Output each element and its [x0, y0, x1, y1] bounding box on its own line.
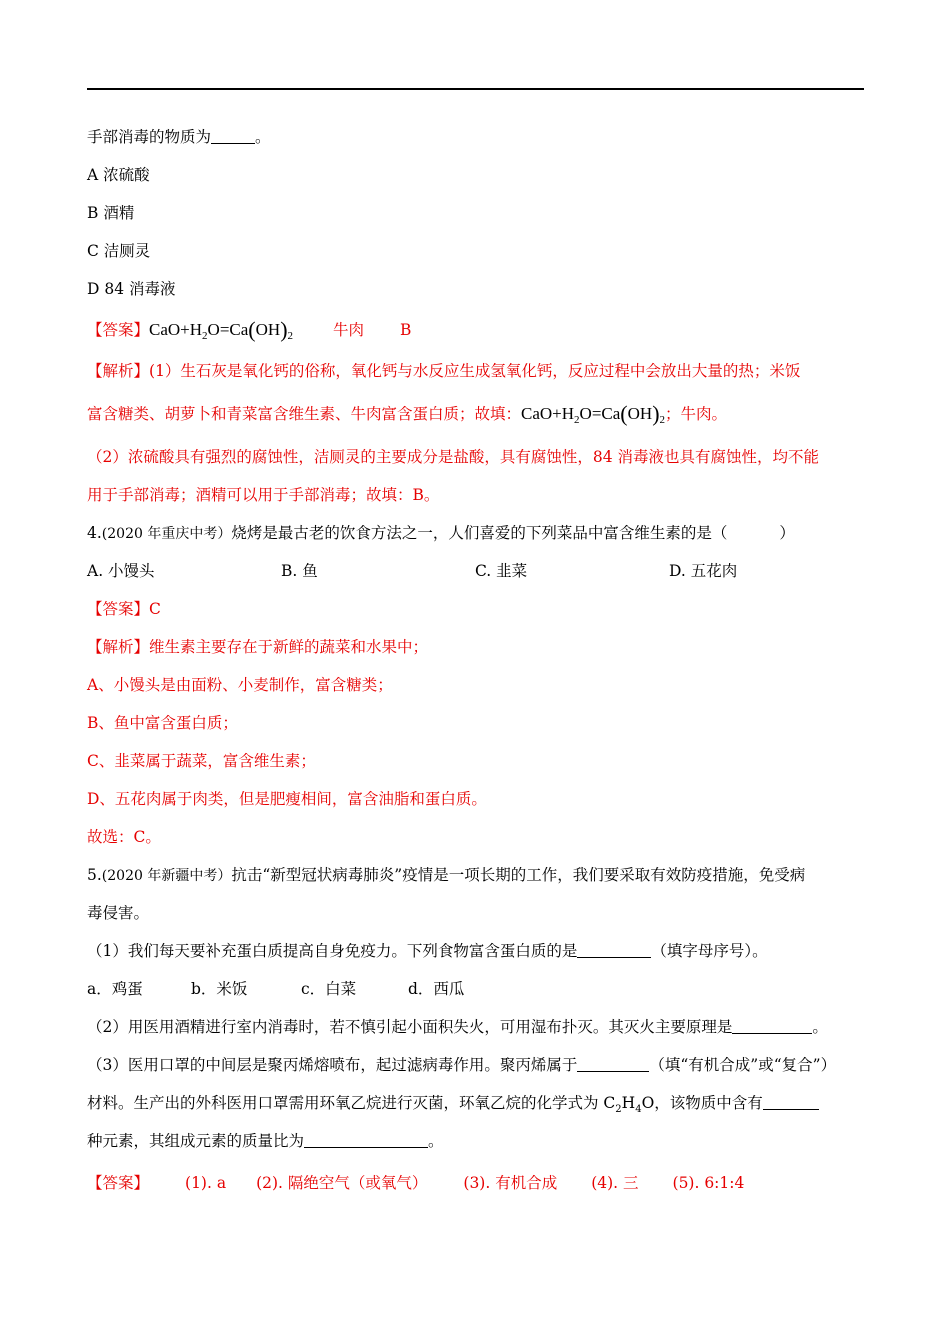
answer-blank	[732, 1017, 812, 1034]
q4-options	[87, 552, 864, 590]
answer-blank	[577, 941, 651, 958]
q4-stem: 4.(2020 年重庆中考）烧烤是最古老的饮食方法之一，人们喜爱的下列菜品中富含维生素的是（ ）	[87, 524, 795, 542]
q4-analysis-1: A、小馒头是由面粉、小麦制作，富含糖类；	[87, 676, 393, 694]
q5-part-2: （2）用医用酒精进行室内消毒时，若不慎引起小面积失火，可用湿布扑灭。其灭火主要原理是 。	[87, 1018, 828, 1036]
q4-answer: 【答案】C	[87, 600, 161, 618]
document-body	[87, 118, 864, 1202]
q3-answer	[87, 308, 864, 352]
q3-analysis-2b: 用于手部消毒；酒精可以用于手部消毒；故填：B。	[87, 486, 440, 504]
chemical-equation: $CaO+H_2O=Ca(OH)_2$	[521, 401, 666, 426]
answer-2: 牛肉	[333, 321, 365, 339]
q4-analysis-4: D、五花肉属于肉类，但是肥瘦相间，富含油脂和蛋白质。	[87, 790, 487, 808]
q3-stem: 手部消毒的物质为 。	[87, 128, 271, 146]
q3-option-d: D 84 消毒液	[87, 280, 176, 298]
q4-analysis-3: C、韭菜属于蔬菜，富含维生素；	[87, 752, 316, 770]
q5-part-3a: （3）医用口罩的中间层是聚丙烯熔喷布，起过滤病毒作用。聚丙烯属于 （填“有机合成”或“复合”）	[87, 1056, 837, 1074]
header-rule	[87, 88, 864, 90]
q5-part-3c: 种元素，其组成元素的质量比为 。	[87, 1132, 444, 1150]
q5-part-1: （1）我们每天要补充蛋白质提高自身免疫力。下列食物富含蛋白质的是 （填字母序号）。	[87, 942, 768, 960]
q3-analysis-1b: 富含糖类、胡萝卜和青菜富含维生素、牛肉富含蛋白质；故填：$CaO+H_2O=Ca(OH)_2$；牛肉。	[87, 401, 728, 426]
q4-analysis-0: 【解析】维生素主要存在于新鲜的蔬菜和水果中；	[87, 638, 429, 656]
q3-option-c: C 洁厕灵	[87, 242, 151, 260]
q4-option-d: D. 五花肉	[669, 562, 738, 580]
q5-answer: 【答案】 (1). a (2). 隔绝空气（或氧气） (3). 有机合成 (4). 三 (5). 6:1:4	[87, 1174, 745, 1192]
answer-label: 【答案】	[87, 321, 150, 339]
answer-blank	[763, 1093, 819, 1110]
q5-stem-b: 毒侵害。	[87, 904, 150, 922]
answer-blank	[304, 1131, 428, 1148]
answer-3: B	[400, 321, 412, 339]
q3-option-b: B 酒精	[87, 204, 135, 222]
answer-blank	[577, 1055, 649, 1072]
q4-option-b: B. 鱼	[281, 562, 318, 580]
q4-option-c: C. 韭菜	[475, 562, 528, 580]
q4-analysis-2: B、鱼中富含蛋白质；	[87, 714, 238, 732]
q4-option-a: A. 小馒头	[87, 562, 155, 580]
q3-analysis-1a: 【解析】(1）生石灰是氧化钙的俗称，氧化钙与水反应生成氢氧化钙，反应过程中会放出大量的热；米饭	[87, 362, 801, 380]
q4-analysis-5: 故选：C。	[87, 828, 161, 846]
answer-blank	[211, 127, 255, 144]
q5-part-1-options: a．鸡蛋 b．米饭 c．白菜 d．西瓜	[87, 980, 465, 998]
q5-stem-a: 5.(2020 年新疆中考）抗击“新型冠状病毒肺炎”疫情是一项长期的工作，我们要采取有效防疫措施，免受病	[87, 866, 806, 884]
q5-part-3b: 材料。生产出的外科医用口罩需用环氧乙烷进行灭菌，环氧乙烷的化学式为 $C_2H_4O$，该物质中含有	[87, 1084, 864, 1122]
q3-analysis-2a: （2）浓硫酸具有强烈的腐蚀性，洁厕灵的主要成分是盐酸，具有腐蚀性，84 消毒液也具有腐蚀性，均不能	[87, 448, 820, 466]
chemical-equation: $CaO+H_2O=Ca(OH)_2$	[149, 317, 294, 342]
q3-option-a: A 浓硫酸	[87, 166, 150, 184]
